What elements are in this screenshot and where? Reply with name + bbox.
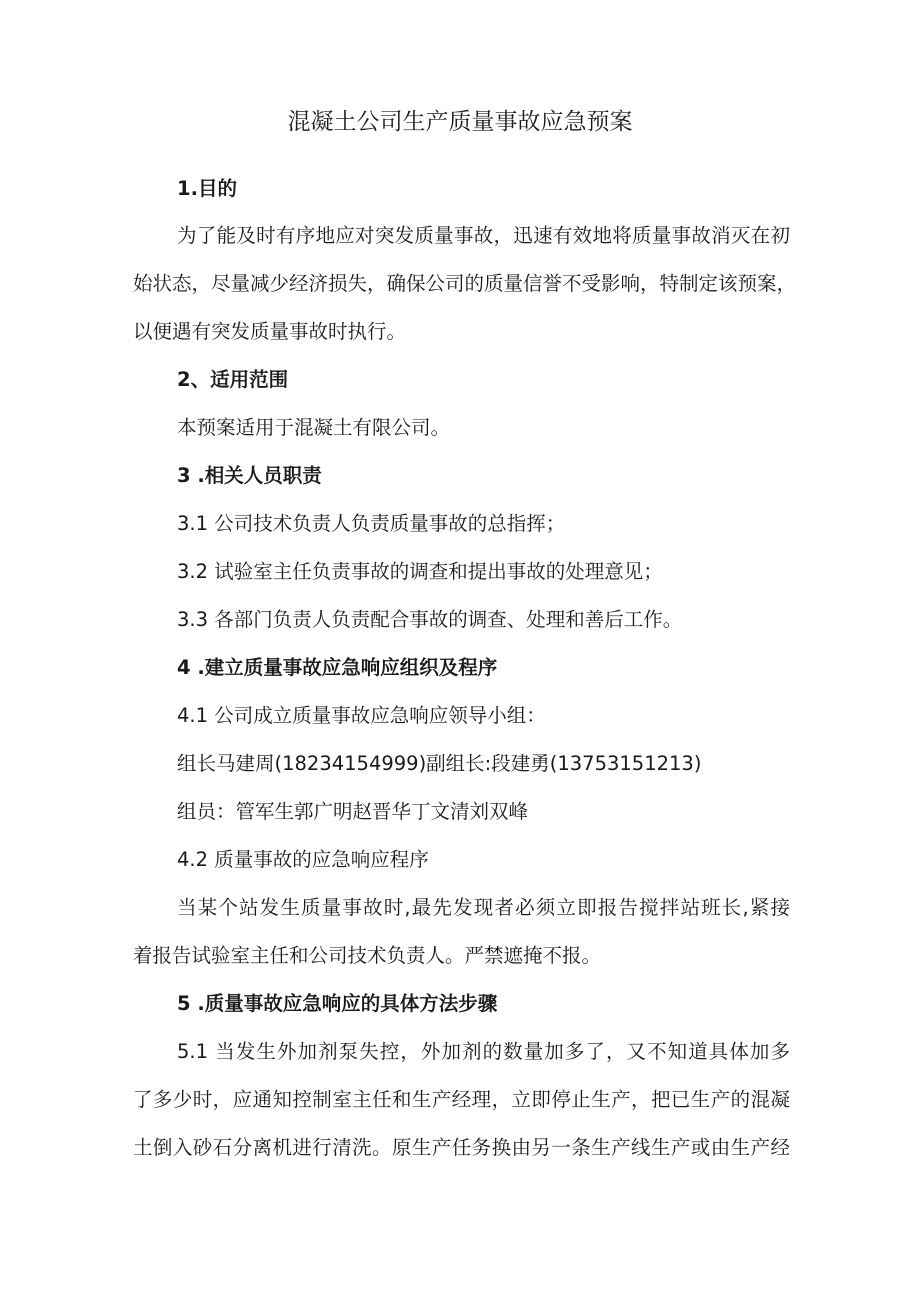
section-1-heading: 1.目的 — [177, 177, 237, 200]
section-4-item-2: 4.2 质量事故的应急响应程序 — [177, 848, 429, 871]
section-3-item-1: 3.1 公司技术负责人负责质量事故的总指挥； — [177, 512, 566, 535]
section-1-para-line-3: 以便遇有突发质量事故时执行。 — [133, 320, 407, 343]
section-4-members: 组员：管军生郭广明赵晋华丁文清刘双峰 — [177, 800, 529, 823]
section-2-para: 本预案适用于混凝土有限公司。 — [177, 416, 451, 439]
section-1-para-line-2: 始状态，尽量减少经济损失，确保公司的质量信誉不受影响，特制定该预案， — [133, 272, 797, 295]
section-3-item-2: 3.2 试验室主任负责事故的调查和提出事故的处理意见； — [177, 560, 663, 583]
section-3-item-3: 3.3 各部门负责人负责配合事故的调查、处理和善后工作。 — [177, 608, 683, 631]
section-5-para-line-2: 了多少时，应通知控制室主任和生产经理，立即停止生产，把已生产的混凝 — [133, 1088, 790, 1111]
section-4-procedure-line-1: 当某个站发生质量事故时,最先发现者必须立即报告搅拌站班长,紧接 — [177, 896, 790, 919]
section-4-leaders: 组长马建周(18234154999)副组长:段建勇(13753151213) — [177, 752, 702, 775]
section-4-heading: 4 .建立质量事故应急响应组织及程序 — [177, 656, 498, 679]
section-4-item-1: 4.1 公司成立质量事故应急响应领导小组： — [177, 704, 546, 727]
section-2-heading: 2、适用范围 — [177, 368, 289, 391]
section-5-heading: 5 .质量事故应急响应的具体方法步骤 — [177, 992, 498, 1015]
section-1-para-line-1: 为了能及时有序地应对突发质量事故，迅速有效地将质量事故消灭在初 — [177, 224, 790, 247]
section-5-para-line-1: 5.1 当发生外加剂泵失控，外加剂的数量加多了，又不知道具体加多 — [177, 1040, 790, 1063]
section-5-para-line-3: 土倒入砂石分离机进行清洗。原生产任务换由另一条生产线生产或由生产经 — [133, 1136, 790, 1159]
section-3-heading: 3 .相关人员职责 — [177, 464, 322, 487]
document-title: 混凝土公司生产质量事故应急预案 — [287, 109, 633, 135]
section-4-procedure-line-2: 着报告试验室主任和公司技术负责人。严禁遮掩不报。 — [133, 944, 602, 967]
